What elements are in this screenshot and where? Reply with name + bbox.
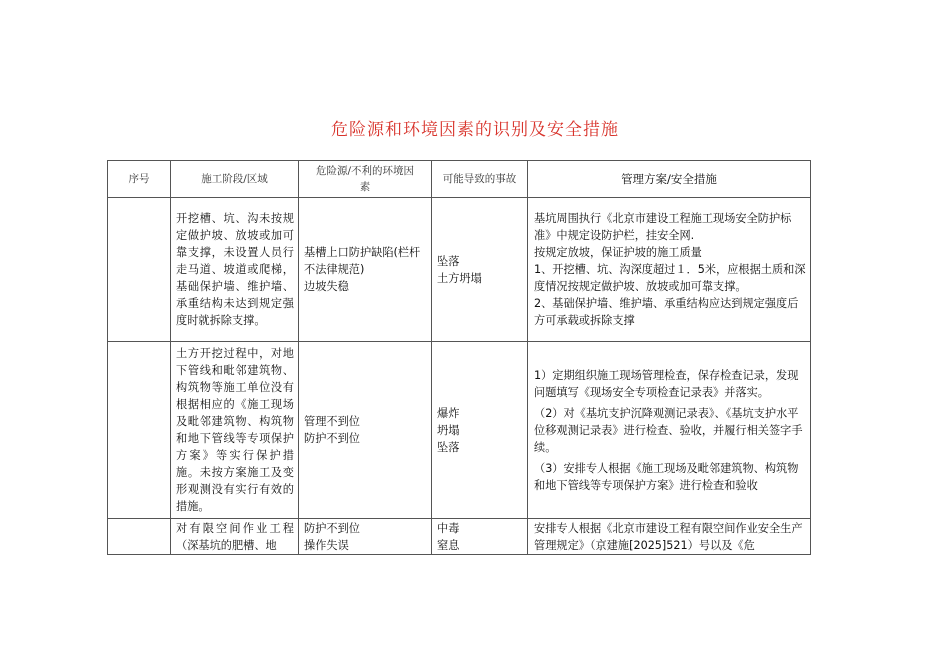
- hazard-item: 防护不到位: [304, 522, 360, 535]
- cell-result: [432, 519, 528, 555]
- stage-text: 土方开挖过程中，对地下管线和毗邻建筑物、构筑物等施工单位没有根据相应的《施工现场及毗邻建筑物、构筑物和地下管线等专项保护方案》等实行保护措施。未按方案施工及变形观测没有实行有效的措施。: [176, 347, 294, 513]
- stage-text: 对有限空间作业工程（深基坑的肥槽、地: [176, 522, 294, 552]
- table-row: [108, 519, 811, 555]
- cell-index: [108, 519, 171, 555]
- header-row: [108, 161, 811, 198]
- header-stage: 施工阶段/区域: [171, 161, 299, 198]
- header-index: 序号: [108, 161, 171, 198]
- measure-item: 基坑周围执行《北京市建设工程施工现场安全防护标准》中规定设防护栏，挂安全网.: [534, 212, 792, 242]
- header-hazard-line2: 素: [359, 181, 371, 193]
- hazard-item: 操作失误: [304, 539, 349, 552]
- measure-item: 按规定放坡，保证护坡的施工质量: [534, 246, 702, 259]
- hazard-item: 边坡失稳: [304, 280, 349, 293]
- cell-management: [528, 198, 811, 342]
- hazard-item: 不法律规范): [304, 263, 365, 276]
- table-row: [108, 342, 811, 519]
- header-management: 管理方案/安全措施: [528, 161, 811, 198]
- measure-item: （3）安排专人根据《施工现场及毗邻建筑物、构筑物和地下管线等专项保护方案》进行检查和验收: [534, 461, 799, 492]
- result-item: 坠落: [437, 440, 460, 454]
- cell-index: [108, 342, 171, 519]
- measure-item: 1、开挖槽、坑、沟深度超过１．5米，应根据土质和深度情况按规定做护坡、放坡或加可靠支撑。: [534, 263, 806, 293]
- header-hazard-line1: 危险源/不利的环境因: [315, 165, 415, 177]
- cell-stage: [171, 342, 299, 519]
- measure-item: 1）定期组织施工现场管理检查，保存检查记录，发现问题填写《现场安全专项检查记录表》并落实。: [534, 368, 799, 399]
- cell-management: [528, 519, 811, 555]
- header-result: 可能导致的事故: [432, 161, 528, 198]
- result-item: 土方坍塌: [437, 271, 482, 285]
- hazard-item: 防护不到位: [304, 432, 360, 445]
- result-item: 坍塌: [437, 423, 460, 437]
- measure-item: 安排专人根据《北京市建设工程有限空间作业安全生产管理规定》（京建施[2025]521）号以及《危: [534, 522, 803, 552]
- cell-hazard: [299, 198, 432, 342]
- result-item: 爆炸: [437, 406, 460, 420]
- cell-result: [432, 342, 528, 519]
- document-title: 危险源和环境因素的识别及安全措施: [331, 120, 619, 140]
- measure-item: （2）对《基坑支护沉降观测记录表》、《基坑支护水平位移观测记录表》进行检查、验收，并履行相关签字手续。: [534, 406, 803, 454]
- hazard-item: 基槽上口防护缺陷(栏杆: [304, 246, 421, 259]
- result-item: 中毒: [437, 522, 460, 535]
- cell-stage: [171, 519, 299, 555]
- cell-result: [432, 198, 528, 342]
- hazard-item: 管理不到位: [304, 415, 360, 428]
- stage-text: 开挖槽、坑、沟未按规定做护坡、放坡或加可靠支撑，未设置人员行走马道、坡道或爬梯，基础保护墙、维护墙、承重结构未达到规定强度时就拆除支撑。: [176, 212, 294, 327]
- table-row: [108, 198, 811, 342]
- result-item: 窒息: [437, 539, 460, 552]
- cell-index: [108, 198, 171, 342]
- hazard-table: [107, 160, 811, 555]
- cell-hazard: [299, 519, 432, 555]
- result-item: 坠落: [437, 254, 460, 268]
- cell-management: [528, 342, 811, 519]
- cell-stage: [171, 198, 299, 342]
- cell-hazard: [299, 342, 432, 519]
- measure-item: 2、基础保护墙、维护墙、承重结构应达到规定强度后方可承载或拆除支撑: [534, 297, 799, 327]
- header-hazard: [299, 161, 432, 198]
